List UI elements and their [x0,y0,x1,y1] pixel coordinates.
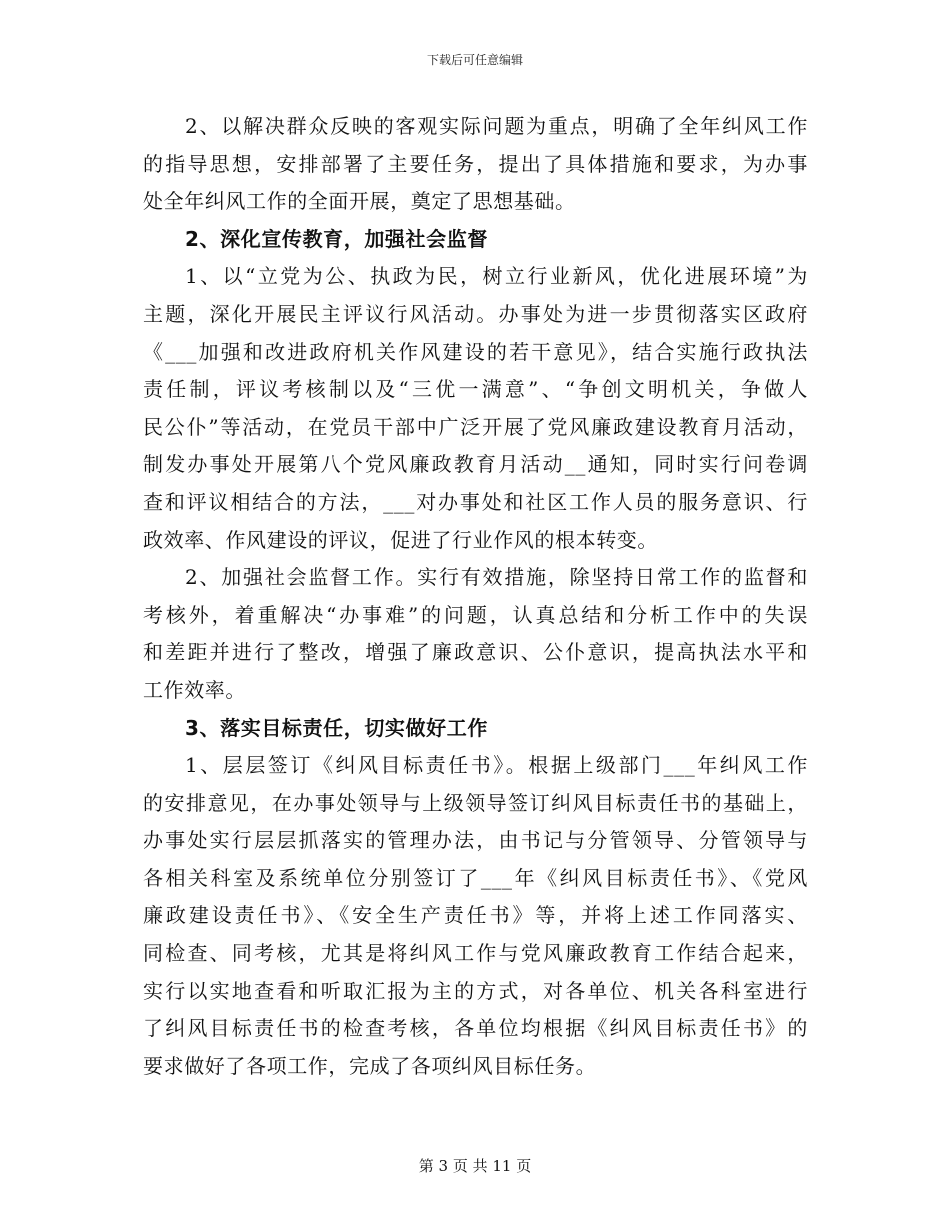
paragraph-responsibility-letters [143,747,808,1085]
text-line: 实行以实地查看和听取汇报为主的方式，对各单位、机关各科室进行 [143,978,808,1003]
text-line: 和差距并进行了整改，增强了廉政意识、公仆意识，提高执法水平和 [143,640,808,665]
text-line: 了纠风目标责任书的检查考核，各单位均根据《纠风目标责任书》的 [143,1016,808,1041]
paragraph-appraisal-activity [143,258,808,559]
text-line: 工作效率。 [143,677,246,702]
text-line: 《___加强和改进政府机关作风建设的若干意见》，结合实施行政执法 [143,339,808,364]
text-line: 各相关科室及系统单位分别签订了___年《纠风目标责任书》、《党风 [143,865,808,890]
text-line: 的指导思想，安排部署了主要任务，提出了具体措施和要求，为办事 [143,151,808,176]
text-line: 处全年纠风工作的全面开展，奠定了思想基础。 [143,189,576,214]
page-header: 下载后可任意编辑 [426,53,523,67]
text-line: 民公仆”等活动，在党员干部中广泛开展了党风廉政建设教育月活动， [143,414,808,439]
text-line: 廉政建设责任书》、《安全生产责任书》等，并将上述工作同落实、 [143,903,808,928]
text-line: 2、以解决群众反映的客观实际问题为重点，明确了全年纠风工作 [185,114,808,138]
section-heading-publicity: 2、深化宣传教育，加强社会监督 [185,226,488,251]
text-line: 办事处实行层层抓落实的管理办法，由书记与分管领导、分管领导与 [143,828,808,853]
text-line: 政效率、作风建设的评议，促进了行业作风的根本转变。 [143,527,658,552]
text-line: 要求做好了各项工作，完成了各项纠风目标任务。 [143,1053,597,1078]
text-line: 1、以“立党为公、执政为民，树立行业新风，优化进展环境”为 [185,264,808,289]
paragraph-guiding-thought [143,108,808,221]
document-body [143,108,808,1085]
page-number: 第 3 页 共 11 页 [418,1157,532,1175]
text-line: 制发办事处开展第八个党风廉政教育月活动__通知，同时实行问卷调 [143,452,808,477]
section-heading-target-responsibility: 3、落实目标责任，切实做好工作 [185,715,488,740]
text-line: 2、加强社会监督工作。实行有效措施，除坚持日常工作的监督和 [185,565,808,590]
text-line: 的安排意见，在办事处领导与上级领导签订纠风目标责任书的基础上， [143,790,808,815]
paragraph-social-supervision [143,559,808,709]
text-line: 考核外，着重解决“办事难”的问题，认真总结和分析工作中的失误 [143,602,808,627]
text-line: 1、层层签订《纠风目标责任书》。根据上级部门___年纠风工作 [185,753,808,778]
text-line: 同检查、同考核，尤其是将纠风工作与党风廉政教育工作结合起来， [143,941,808,966]
text-line: 查和评议相结合的方法，___对办事处和社区工作人员的服务意识、行 [143,489,808,514]
text-line: 主题，深化开展民主评议行风活动。办事处为进一步贯彻落实区政府 [143,301,808,326]
text-line: 责任制，评议考核制以及“三优一满意”、“争创文明机关，争做人 [143,377,808,402]
